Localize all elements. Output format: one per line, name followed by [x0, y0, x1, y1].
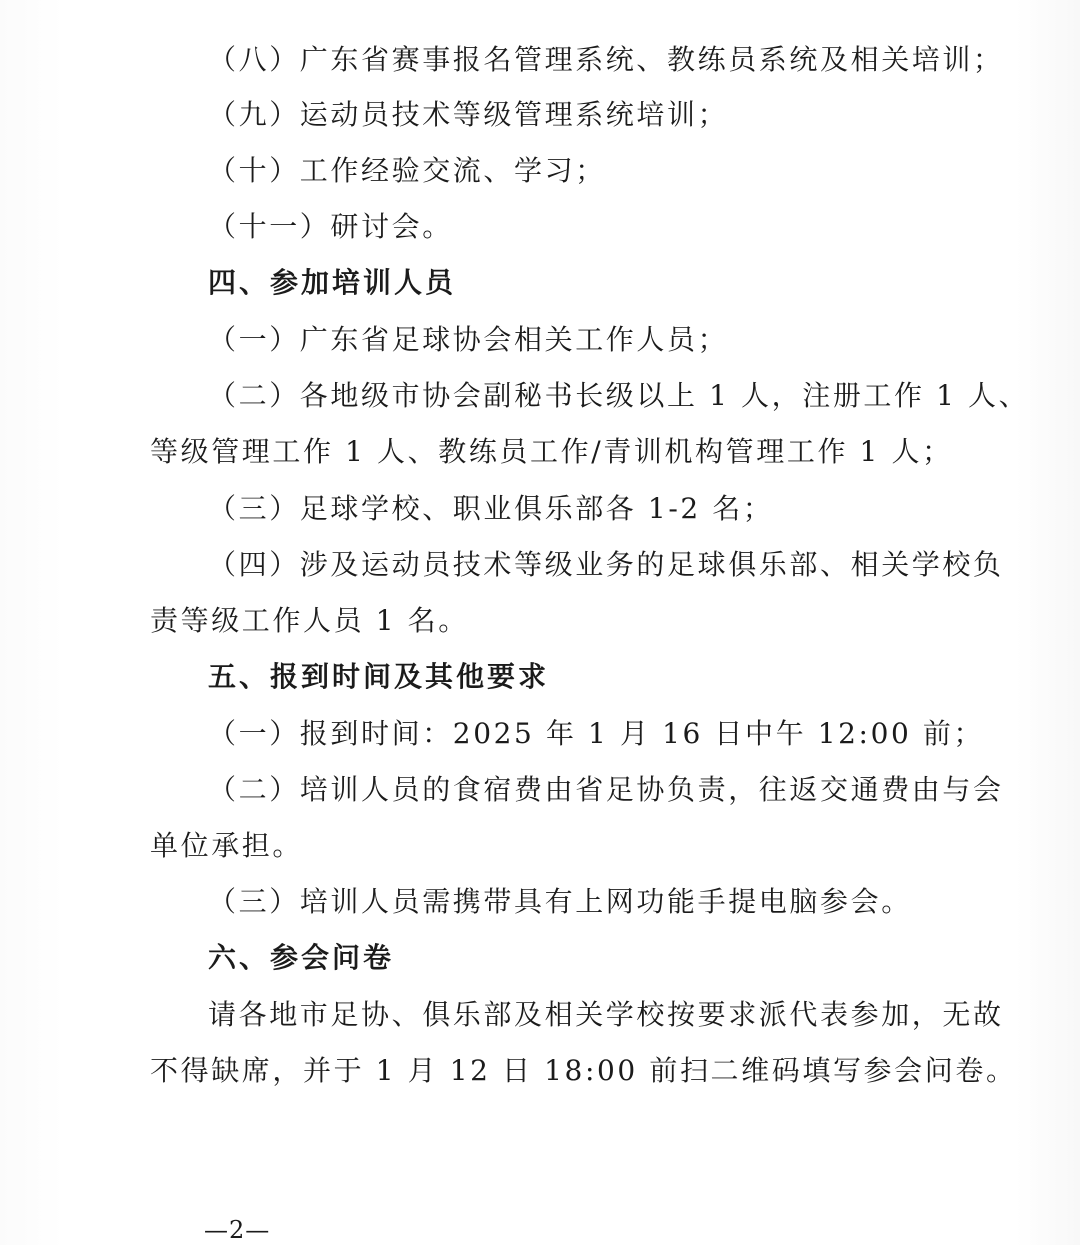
section-heading-participants: 四、参加培训人员 [208, 266, 457, 299]
list-item-training-8: （八）广东省赛事报名管理系统、教练员系统及相关培训； [208, 43, 1004, 76]
paragraph-questionnaire-line1: 请各地市足协、俱乐部及相关学校按要求派代表参加，无故 [208, 998, 1004, 1031]
list-item-training-9: （九）运动员技术等级管理系统培训； [208, 98, 729, 131]
page-number: —2— [204, 1216, 271, 1244]
list-item-participant-2-line2: 等级管理工作 1 人、教练员工作/青训机构管理工作 1 人； [150, 435, 953, 468]
list-item-training-10: （十）工作经验交流、学习； [208, 154, 606, 187]
list-item-training-11: （十一）研讨会。 [208, 210, 453, 243]
list-item-registration-2-line1: （二）培训人员的食宿费由省足协负责，往返交通费由与会 [208, 773, 1004, 806]
list-item-participant-2-line1: （二）各地级市协会副秘书长级以上 1 人，注册工作 1 人、 [208, 379, 1030, 412]
paragraph-questionnaire-line2: 不得缺席，并于 1 月 12 日 18:00 前扫二维码填写参会问卷。 [150, 1054, 1017, 1087]
list-item-registration-1: （一）报到时间：2025 年 1 月 16 日中午 12:00 前； [208, 717, 985, 750]
list-item-participant-4-line2: 责等级工作人员 1 名。 [150, 604, 469, 637]
list-item-participant-3: （三）足球学校、职业俱乐部各 1-2 名； [208, 492, 774, 525]
section-heading-registration: 五、报到时间及其他要求 [208, 660, 550, 693]
list-item-participant-4-line1: （四）涉及运动员技术等级业务的足球俱乐部、相关学校负 [208, 548, 1004, 581]
section-heading-questionnaire: 六、参会问卷 [208, 941, 395, 974]
list-item-registration-2-line2: 单位承担。 [150, 829, 304, 862]
list-item-participant-1: （一）广东省足球协会相关工作人员； [208, 323, 729, 356]
list-item-registration-3: （三）培训人员需携带具有上网功能手提电脑参会。 [208, 885, 912, 918]
